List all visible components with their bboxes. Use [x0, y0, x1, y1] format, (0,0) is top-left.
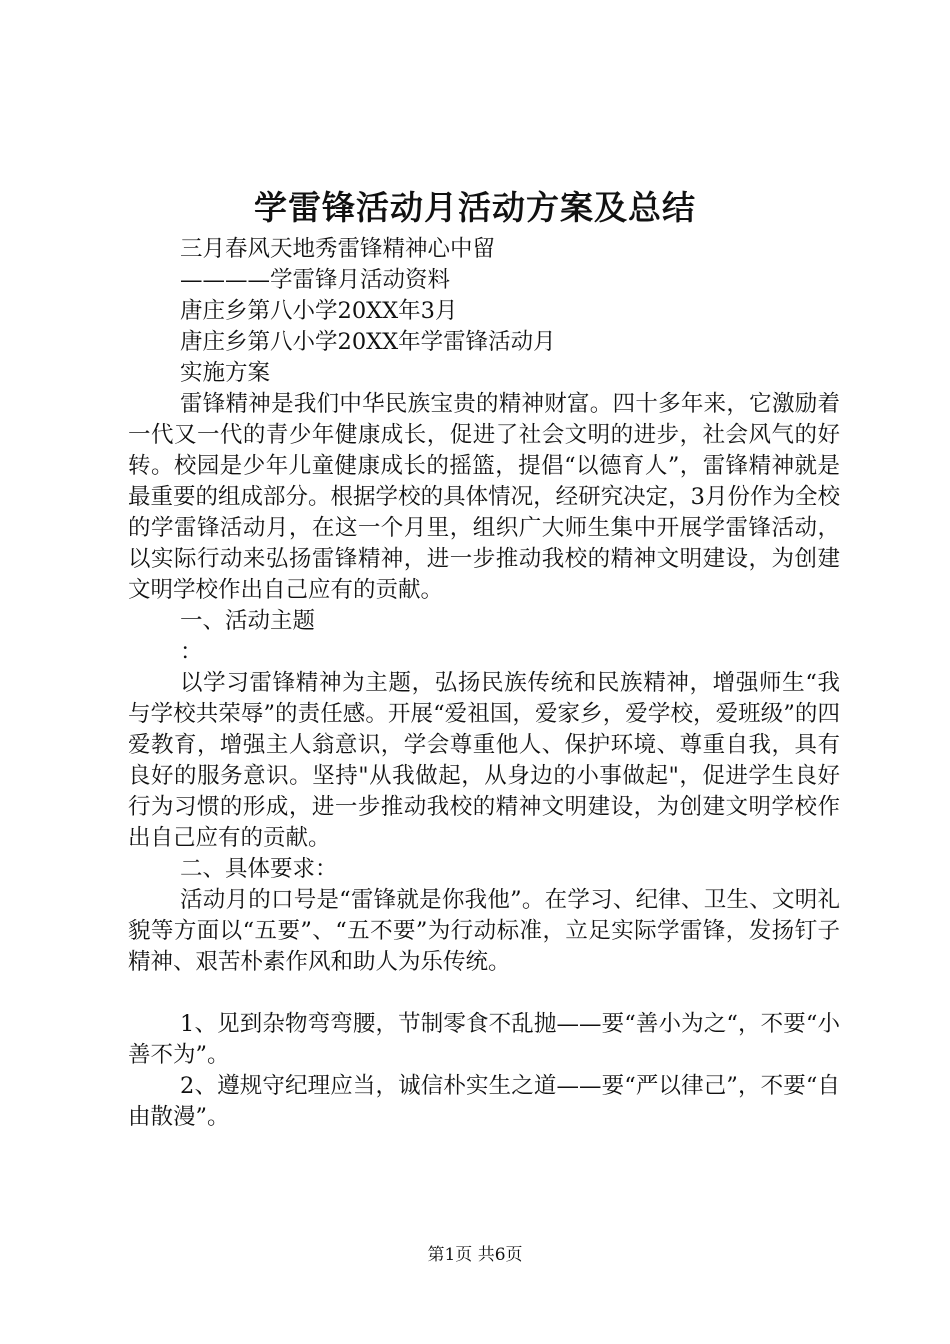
section2-paragraph: 活动月的口号是“雷锋就是你我他”。在学习、纪律、卫生、文明礼貌等方面以“五要”、“五不要”为行动标准，立足实际学雷锋，发扬钉子精神、艰苦朴素作风和助人为乐传统。 [128, 887, 840, 975]
document-title: 学雷锋活动月活动方案及总结 [254, 188, 696, 227]
list-item-2: 2、遵规守纪理应当，诚信朴实生之道——要“严以律己”，不要“自由散漫”。 [128, 1073, 840, 1130]
document-body [128, 234, 840, 1133]
intro-paragraph: 雷锋精神是我们中华民族宝贵的精神财富。四十多年来，它激励着一代又一代的青少年健康成长，促进了社会文明的进步，社会风气的好转。校园是少年儿童健康成长的摇篮，提倡“以德育人”，雷锋精神就是最重要的组成部分。根据学校的具体情况，经研究决定，3月份作为全校的学雷锋活动月，在这一个月里，组织广大师生集中开展学雷锋活动，以实际行动来弘扬雷锋精神，进一步推动我校的精神文明建设，为创建文明学校作出自己应有的贡献。 [128, 391, 840, 603]
header-line-subtitle: ————学雷锋月活动资料 [180, 267, 451, 293]
header-line-plan: 实施方案 [180, 360, 271, 386]
page-footer: 第1页 共6页 [427, 1245, 523, 1265]
header-line-slogan: 三月春风天地秀雷锋精神心中留 [180, 236, 496, 262]
section2-heading: 二、具体要求： [180, 856, 338, 882]
header-line-school-date: 唐庄乡第八小学20XX年3月 [180, 298, 458, 324]
section1-colon: ： [180, 639, 203, 665]
header-line-school-event: 唐庄乡第八小学20XX年学雷锋活动月 [180, 329, 556, 355]
section1-paragraph: 以学习雷锋精神为主题，弘扬民族传统和民族精神，增强师生“我与学校共荣辱”的责任感。开展“爱祖国，爱家乡，爱学校，爱班级”的四爱教育，增强主人翁意识，学会尊重他人、保护环境、尊重自我，具有良好的服务意识。坚持"从我做起，从身边的小事做起"，促进学生良好行为习惯的形成，进一步推动我校的精神文明建设，为创建文明学校作出自己应有的贡献。 [128, 670, 840, 851]
section1-heading: 一、活动主题 [180, 608, 316, 634]
blank-line [128, 978, 840, 1009]
list-item-1: 1、见到杂物弯弯腰，节制零食不乱抛——要“善小为之“，不要“小善不为”。 [128, 1011, 840, 1068]
